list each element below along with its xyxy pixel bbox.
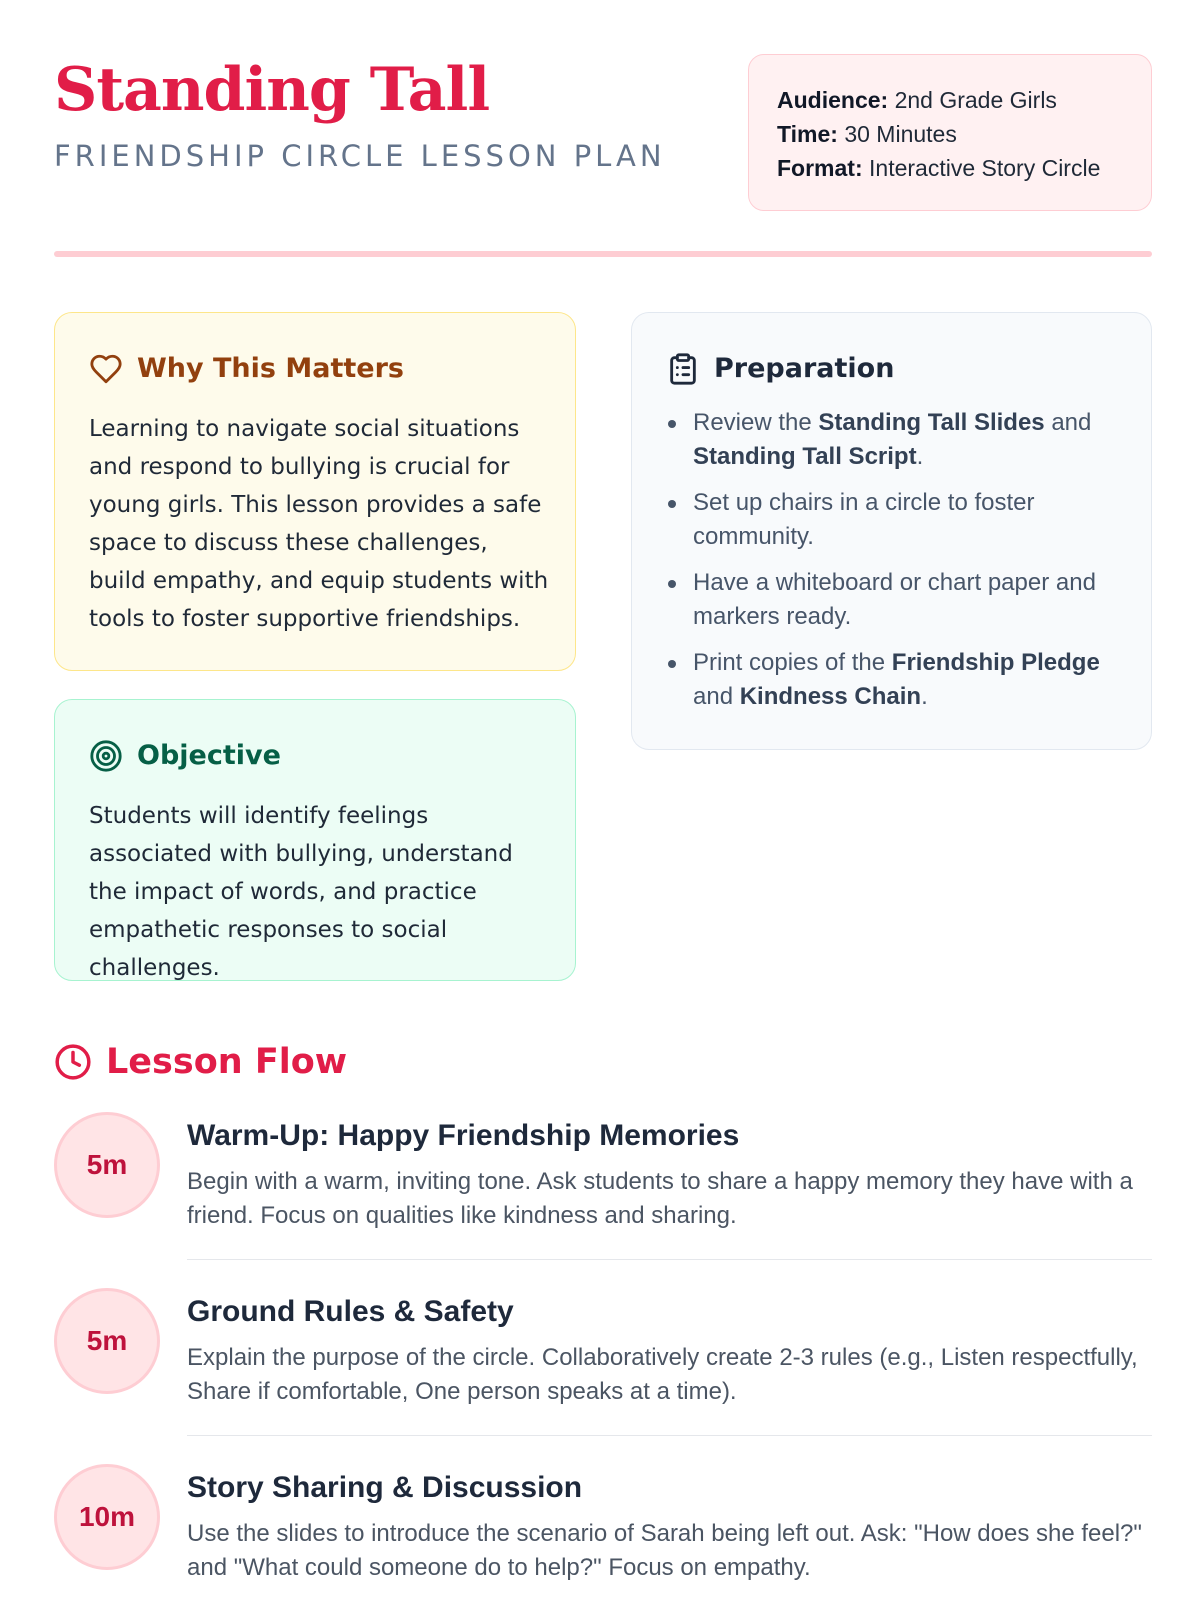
step-divider [187, 1259, 1152, 1260]
page-title: Standing Tall [54, 55, 490, 125]
prep-text: Review the [693, 409, 819, 436]
preparation-card-header [666, 349, 894, 389]
step-title: Warm-Up: Happy Friendship Memories [187, 1119, 740, 1152]
meta-format-value: Interactive Story Circle [869, 155, 1101, 181]
clock-icon [54, 1043, 92, 1081]
step-content [187, 1464, 1152, 1585]
lesson-flow-title: Lesson Flow [106, 1042, 348, 1082]
list-item [666, 566, 1126, 634]
heart-icon [89, 352, 123, 386]
step-content [187, 1288, 1152, 1409]
why-card-header [89, 349, 404, 389]
prep-text: Have a whiteboard or chart paper and markers ready. [693, 569, 1096, 630]
step-title: Story Sharing & Discussion [187, 1471, 583, 1504]
prep-bold: Friendship Pledge [891, 649, 1100, 676]
page-subtitle: FRIENDSHIP CIRCLE LESSON PLAN [54, 139, 666, 173]
lesson-flow-header [54, 1040, 347, 1084]
prep-text: . [921, 683, 928, 710]
preparation-card [631, 312, 1152, 750]
meta-time-value: 30 Minutes [844, 121, 957, 147]
why-this-matters-card [54, 312, 576, 671]
prep-text: and [693, 683, 740, 710]
why-card-body: Learning to navigate social situations and respond to bullying is crucial for young girls. This lesson provides a safe space to discuss these challenges, build empathy, and equip students with tools to foster supportive friendships. [89, 416, 549, 632]
lesson-meta-box [748, 54, 1152, 211]
clipboard-icon [666, 352, 700, 386]
step-time-badge: 5m [54, 1112, 160, 1218]
step-divider [187, 1435, 1152, 1436]
prep-bold: Standing Tall Slides [818, 409, 1045, 436]
list-item [666, 486, 1126, 554]
header-divider [54, 251, 1152, 257]
meta-format-label: Format: [777, 155, 863, 181]
lesson-plan-page [54, 0, 1152, 1600]
prep-text: Set up chairs in a circle to foster community. [693, 489, 1035, 550]
step-time-badge: 10m [54, 1464, 160, 1570]
prep-bold: Standing Tall Script [693, 443, 917, 470]
prep-text: Print copies of the [693, 649, 892, 676]
list-item [666, 646, 1126, 714]
step-description: Use the slides to introduce the scenario of Sarah being left out. Ask: "How does she feel?" and "What could someone do to help?" Focus on empathy. [187, 1520, 1142, 1581]
step-time-badge: 5m [54, 1288, 160, 1394]
list-item [666, 406, 1126, 474]
objective-card-body: Students will identify feelings associated with bullying, understand the impact of words, and practice empathetic responses to social challenges. [89, 803, 513, 981]
step-title: Ground Rules & Safety [187, 1295, 514, 1328]
meta-time-label: Time: [777, 121, 838, 147]
prep-text: . [916, 443, 924, 470]
step-content [187, 1112, 1152, 1233]
why-card-title: Why This Matters [137, 353, 404, 384]
objective-card [54, 699, 576, 981]
prep-bold: Kindness Chain [739, 683, 922, 710]
objective-card-title: Objective [137, 740, 281, 771]
meta-audience-value: 2nd Grade Girls [894, 87, 1057, 113]
objective-card-header [89, 736, 281, 776]
header [54, 54, 1152, 214]
meta-audience [777, 83, 1151, 117]
target-icon [89, 739, 123, 773]
step-description: Begin with a warm, inviting tone. Ask students to share a happy memory they have with a friend. Focus on qualities like kindness and sharing. [187, 1168, 1133, 1229]
prep-text: and [1044, 409, 1092, 436]
preparation-list [666, 406, 1126, 726]
meta-format [777, 151, 1151, 185]
step-description: Explain the purpose of the circle. Collaboratively create 2-3 rules (e.g., Listen respectfully, Share if comfortable, One person speaks at a time). [187, 1344, 1138, 1405]
meta-time [777, 117, 1151, 151]
preparation-card-title: Preparation [714, 353, 895, 384]
meta-audience-label: Audience: [777, 87, 889, 113]
